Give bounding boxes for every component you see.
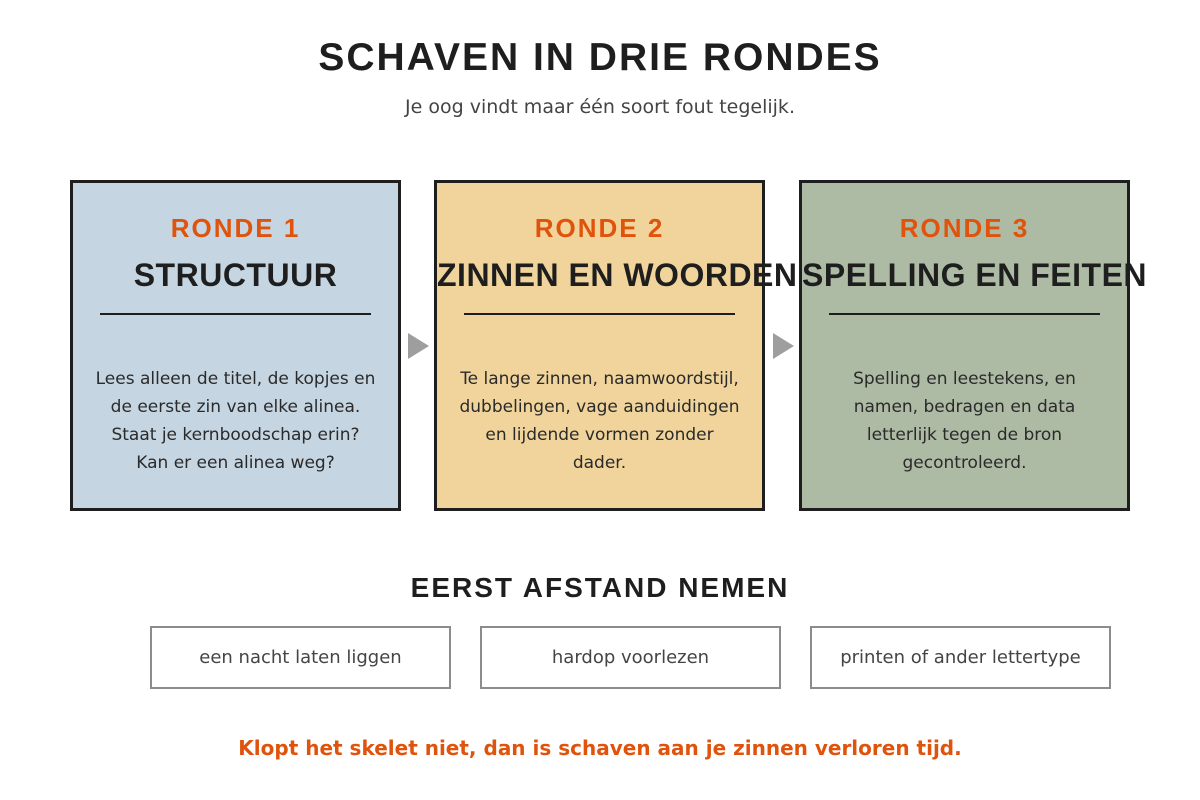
round-title: STRUCTUUR <box>133 257 338 293</box>
round-title: ZINNEN EN WOORDEN <box>437 257 798 293</box>
section-heading-afstand: EERST AFSTAND NEMEN <box>410 572 790 603</box>
arrow-right-icon <box>773 333 794 359</box>
round-divider <box>829 313 1100 315</box>
page-subtitle: Je oog vindt maar één soort fout tegelijk. <box>405 96 795 118</box>
round-title: SPELLING EN FEITEN <box>802 257 1148 293</box>
round-divider <box>100 313 371 315</box>
tip-box-voorlezen: hardop voorlezen <box>480 626 781 689</box>
round-description: Spelling en leestekens, en namen, bedragen en data letterlijk tegen de bron gecontroleerd. <box>853 369 1076 473</box>
round-card-spelling-en-feiten <box>799 180 1148 511</box>
round-number: RONDE 3 <box>899 213 1030 243</box>
page-title: SCHAVEN IN DRIE RONDES <box>318 36 882 79</box>
round-description: Lees alleen de titel, de kopjes en de eerste zin van elke alinea. Staat je kernboodschap erin? Kan er een alinea weg? <box>95 369 376 473</box>
arrow-right-icon <box>408 333 429 359</box>
tip-box-printen: printen of ander lettertype <box>810 626 1111 689</box>
round-number: RONDE 2 <box>534 213 665 243</box>
conclusion-text: Klopt het skelet niet, dan is schaven aan je zinnen verloren tijd. <box>238 736 962 760</box>
tip-box-nacht: een nacht laten liggen <box>150 626 451 689</box>
round-divider <box>464 313 735 315</box>
round-card-zinnen-en-woorden <box>434 180 798 511</box>
round-description: Te lange zinnen, naamwoordstijl, dubbelingen, vage aanduidingen en lijdende vormen zonder dader. <box>459 369 740 473</box>
round-card-structuur <box>70 180 401 511</box>
round-number: RONDE 1 <box>170 213 301 243</box>
